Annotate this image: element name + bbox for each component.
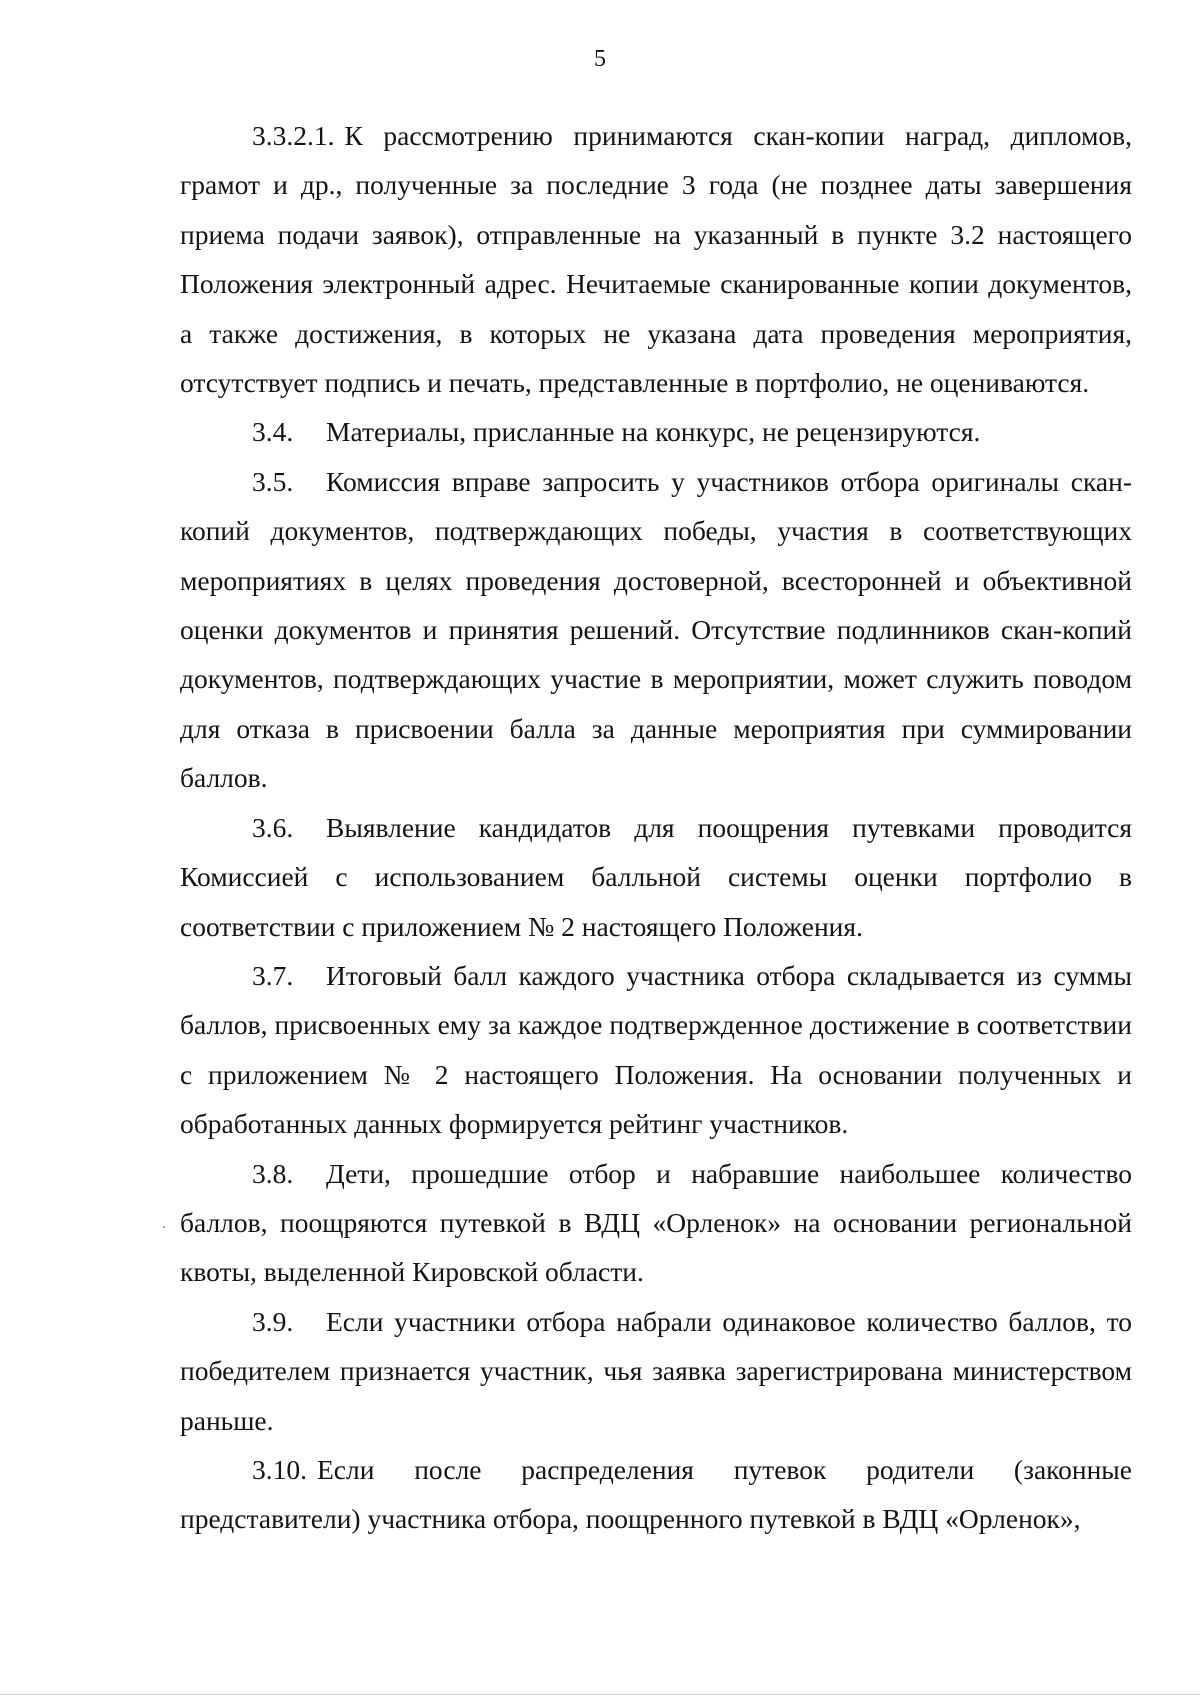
- paragraph-3-8: [180, 1149, 1132, 1297]
- paragraph-3-6: [180, 803, 1132, 951]
- paragraph-text: Дети, прошедшие отбор и набравшие наибольшее количество баллов, поощряются путевкой в ВДЦ «Орленок» на основании региональной квоты, выделенной Кировской области.: [180, 1157, 1132, 1288]
- paragraph-text: Если после распределения путевок родители (законные представители) участника отбора, поощренного путевкой в ВДЦ «Орленок»,: [180, 1453, 1132, 1535]
- paragraph-number: 3.6.: [252, 811, 294, 843]
- document-body: [180, 111, 1132, 1544]
- paragraph-number: 3.7.: [252, 959, 294, 991]
- paragraph-text: Материалы, присланные на конкурс, не рецензируются.: [326, 416, 981, 448]
- paragraph-number: 3.10.: [252, 1453, 307, 1485]
- scan-edge-line: [0, 1694, 1200, 1695]
- paragraph-number: 3.3.2.1.: [252, 120, 335, 151]
- paragraph-text: Итоговый балл каждого участника отбора складывается из суммы баллов, присвоенных ему за каждое подтвержденное достижение в соответствии с приложением № 2 настоящего Положения. На основании полученных и обработанных данных формируется рейтинг участников.: [180, 959, 1132, 1140]
- paragraph-3-5: [180, 457, 1132, 803]
- paragraph-number: 3.9.: [252, 1305, 294, 1337]
- paragraph-text: Если участники отбора набрали одинаковое количество баллов, то победителем признается участник, чья заявка зарегистрирована министерством раньше.: [180, 1305, 1132, 1436]
- paragraph-number: 3.4.: [252, 416, 294, 448]
- paragraph-3-4: [180, 407, 1132, 456]
- paragraph-text: Выявление кандидатов для поощрения путевками проводится Комиссией с использованием балльной системы оценки портфолио в соответствии с приложением № 2 настоящего Положения.: [180, 811, 1132, 942]
- scan-speck: [163, 1226, 165, 1228]
- paragraph-text: К рассмотрению принимаются скан-копии наград, дипломов, грамот и др., полученные за последние 3 года (не позднее даты завершения приема подачи заявок), отправленные на указанный в пункте 3.2 настоящего Положения электронный адрес. Нечитаемые сканированные копии документов, а также достижения, в которых не указана дата проведения мероприятия, отсутствует подпись и печать, представленные в портфолио, не оцениваются.: [180, 120, 1132, 399]
- paragraph-text: Комиссия вправе запросить у участников отбора оригиналы скан-копий документов, подтверждающих победы, участия в соответствующих мероприятиях в целях проведения достоверной, всесторонней и объективной оценки документов и принятия решений. Отсутствие подлинников скан-копий документов, подтверждающих участие в мероприятии, может служить поводом для отказа в присвоении балла за данные мероприятия при суммировании баллов.: [180, 465, 1132, 794]
- page-number: 5: [594, 46, 606, 72]
- paragraph-number: 3.8.: [252, 1157, 294, 1189]
- paragraph-3-10: [180, 1445, 1132, 1544]
- paragraph-3-7: [180, 951, 1132, 1149]
- paragraph-3-3-2-1: [180, 111, 1132, 407]
- paragraph-number: 3.5.: [252, 465, 294, 497]
- paragraph-3-9: [180, 1297, 1132, 1445]
